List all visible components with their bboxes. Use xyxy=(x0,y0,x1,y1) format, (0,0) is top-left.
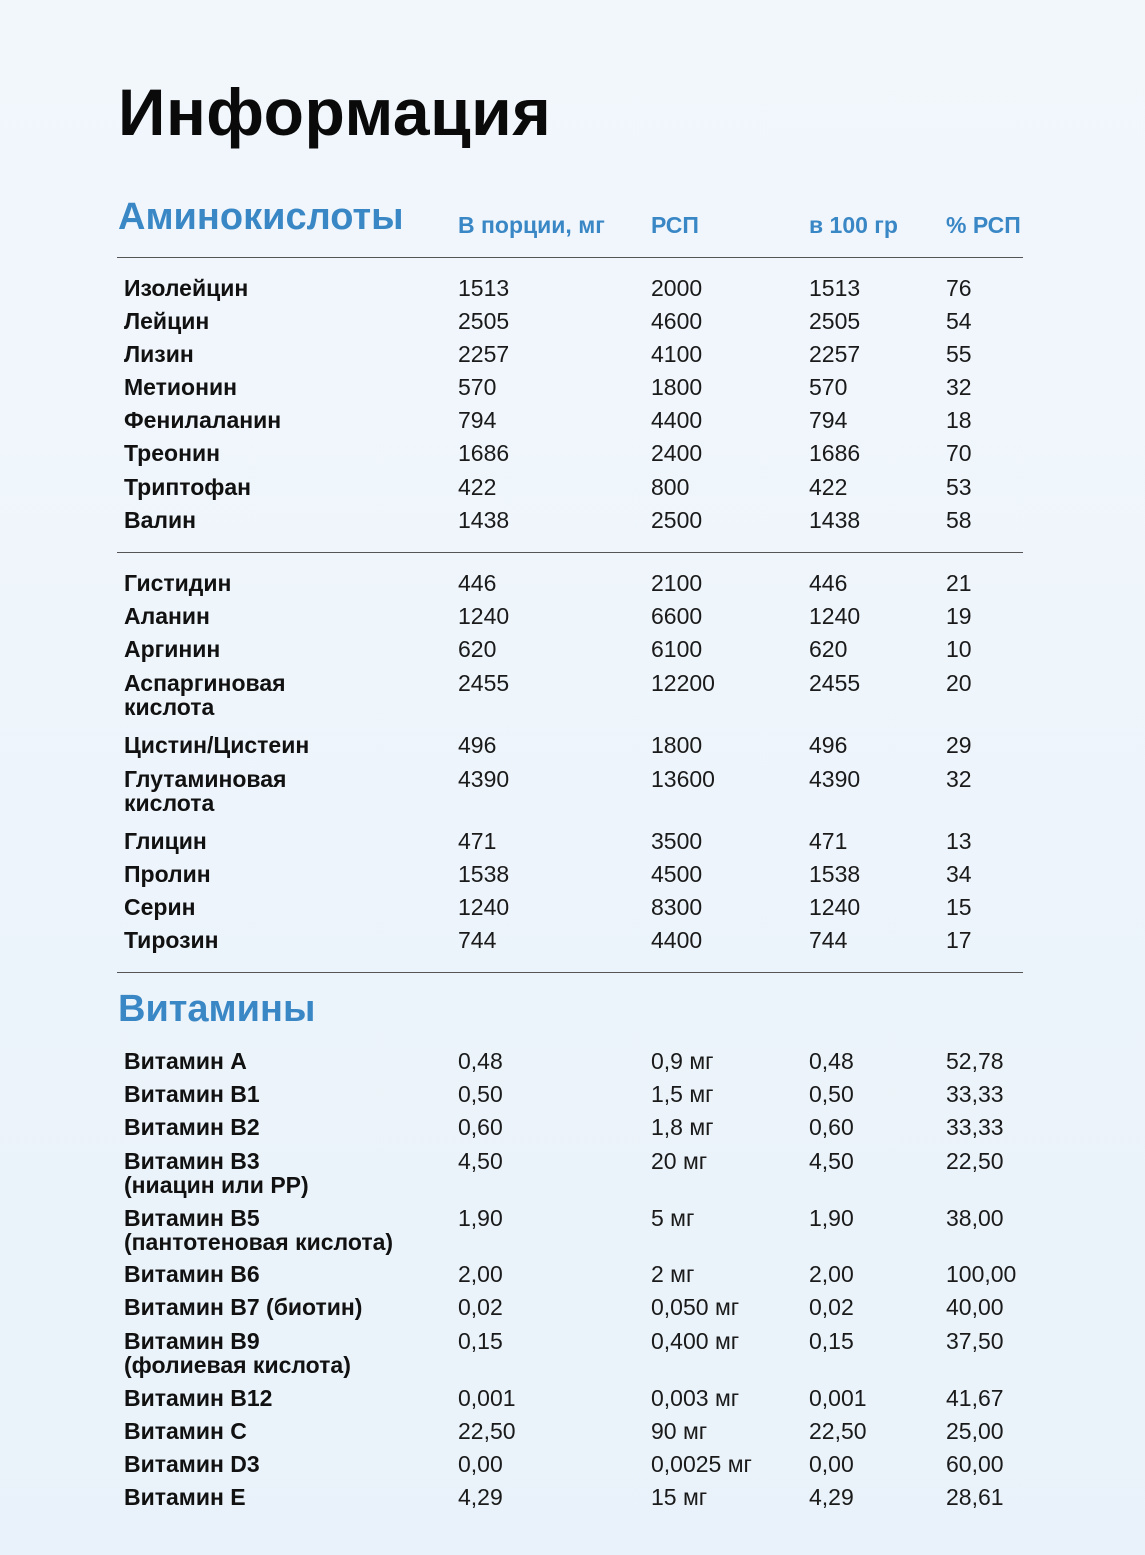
row-value: 1513 xyxy=(458,275,510,301)
row-value: 2505 xyxy=(458,308,510,334)
row-label-line: кислота xyxy=(124,694,215,720)
row-value: 13 xyxy=(946,828,972,854)
row-label xyxy=(124,342,194,366)
row-label xyxy=(124,604,210,628)
row-label xyxy=(124,829,207,853)
row-value: 0,001 xyxy=(809,1385,867,1411)
row-label-line: Изолейцин xyxy=(124,275,249,301)
row-value: 5 мг xyxy=(651,1205,695,1231)
row-label-line: Витамин D3 xyxy=(124,1451,260,1477)
row-label xyxy=(124,767,286,815)
row-value: 21 xyxy=(946,570,972,596)
row-label xyxy=(124,1295,362,1319)
row-value: 0,02 xyxy=(458,1294,503,1320)
row-value: 0,00 xyxy=(458,1451,503,1477)
row-label-line: Витамин В6 xyxy=(124,1261,260,1287)
row-value: 4600 xyxy=(651,308,703,334)
row-value: 0,50 xyxy=(458,1081,503,1107)
row-value: 37,50 xyxy=(946,1328,1004,1354)
row-label-line: Серин xyxy=(124,894,196,920)
row-value: 55 xyxy=(946,341,972,367)
row-value: 32 xyxy=(946,374,972,400)
divider xyxy=(117,552,1023,553)
row-value: 1,8 мг xyxy=(651,1114,714,1140)
col-header-percent-rsp: % РСП xyxy=(946,212,1021,238)
row-label-line: Глутаминовая xyxy=(124,766,287,792)
row-value: 60,00 xyxy=(946,1451,1004,1477)
row-value: 0,50 xyxy=(809,1081,854,1107)
row-value: 1240 xyxy=(809,894,861,920)
row-value: 22,50 xyxy=(458,1418,516,1444)
row-value: 40,00 xyxy=(946,1294,1004,1320)
row-value: 0,001 xyxy=(458,1385,516,1411)
row-label xyxy=(124,1049,247,1073)
row-label xyxy=(124,571,231,595)
row-value: 4400 xyxy=(651,927,703,953)
row-value: 58 xyxy=(946,507,972,533)
row-label-line: кислота xyxy=(124,790,215,816)
row-label xyxy=(124,1262,260,1286)
row-label xyxy=(124,895,195,919)
row-value: 1686 xyxy=(458,440,510,466)
row-value: 4,50 xyxy=(458,1148,503,1174)
row-value: 6600 xyxy=(651,603,703,629)
row-label xyxy=(124,637,220,661)
amino-heading: Аминокислоты xyxy=(118,196,404,238)
row-value: 2400 xyxy=(651,440,703,466)
row-label-line: (фолиевая кислота) xyxy=(124,1352,351,1378)
row-label xyxy=(124,1082,260,1106)
row-value: 4,50 xyxy=(809,1148,854,1174)
row-label-line: (ниацин или РР) xyxy=(124,1172,309,1198)
row-label-line: Цистин/Цистеин xyxy=(124,732,310,758)
row-label xyxy=(124,1115,260,1139)
col-header-per100: в 100 гр xyxy=(809,212,898,238)
row-value: 1800 xyxy=(651,732,703,758)
row-value: 496 xyxy=(809,732,848,758)
row-value: 1,5 мг xyxy=(651,1081,714,1107)
row-value: 570 xyxy=(458,374,497,400)
row-label-line: Витамин А xyxy=(124,1048,247,1074)
row-value: 0,60 xyxy=(458,1114,503,1140)
row-value: 17 xyxy=(946,927,972,953)
row-value: 1240 xyxy=(809,603,861,629)
row-value: 33,33 xyxy=(946,1081,1004,1107)
row-value: 41,67 xyxy=(946,1385,1004,1411)
row-value: 620 xyxy=(458,636,497,662)
row-value: 25,00 xyxy=(946,1418,1004,1444)
row-label-line: Фенилаланин xyxy=(124,407,282,433)
row-value: 2505 xyxy=(809,308,861,334)
row-value: 4400 xyxy=(651,407,703,433)
divider xyxy=(117,972,1023,973)
row-value: 620 xyxy=(809,636,848,662)
row-value: 2,00 xyxy=(809,1261,854,1287)
row-label xyxy=(124,309,209,333)
row-label xyxy=(124,1485,246,1509)
row-value: 4390 xyxy=(809,766,861,792)
row-value: 744 xyxy=(458,927,497,953)
row-value: 800 xyxy=(651,474,690,500)
row-value: 18 xyxy=(946,407,972,433)
row-label-line: Витамин В1 xyxy=(124,1081,260,1107)
row-value: 0,15 xyxy=(809,1328,854,1354)
row-value: 2500 xyxy=(651,507,703,533)
row-value: 38,00 xyxy=(946,1205,1004,1231)
row-label-line: Метионин xyxy=(124,374,238,400)
row-value: 2 мг xyxy=(651,1261,695,1287)
row-value: 34 xyxy=(946,861,972,887)
row-value: 22,50 xyxy=(809,1418,867,1444)
row-value: 4390 xyxy=(458,766,510,792)
row-value: 52,78 xyxy=(946,1048,1004,1074)
row-label xyxy=(124,1452,260,1476)
row-value: 471 xyxy=(458,828,497,854)
vitamins-heading: Витамины xyxy=(118,988,316,1030)
row-label xyxy=(124,375,237,399)
row-value: 2455 xyxy=(458,670,510,696)
row-value: 446 xyxy=(809,570,848,596)
row-value: 19 xyxy=(946,603,972,629)
row-value: 794 xyxy=(458,407,497,433)
row-value: 12200 xyxy=(651,670,715,696)
row-label-line: Триптофан xyxy=(124,474,252,500)
col-header-rsp: РСП xyxy=(651,212,699,238)
row-value: 6100 xyxy=(651,636,703,662)
row-label xyxy=(124,1149,309,1197)
row-value: 3500 xyxy=(651,828,703,854)
row-value: 2455 xyxy=(809,670,861,696)
row-value: 422 xyxy=(809,474,848,500)
row-label-line: Витамин В7 (биотин) xyxy=(124,1294,363,1320)
row-value: 0,050 мг xyxy=(651,1294,740,1320)
row-label xyxy=(124,508,196,532)
row-value: 471 xyxy=(809,828,848,854)
row-value: 422 xyxy=(458,474,497,500)
row-label xyxy=(124,1386,272,1410)
row-value: 8300 xyxy=(651,894,703,920)
row-label-line: Аргинин xyxy=(124,636,221,662)
row-label-line: (пантотеновая кислота) xyxy=(124,1229,394,1255)
row-value: 0,48 xyxy=(809,1048,854,1074)
row-value: 29 xyxy=(946,732,972,758)
row-label xyxy=(124,1329,351,1377)
row-label-line: Витамин В2 xyxy=(124,1114,260,1140)
row-value: 0,00 xyxy=(809,1451,854,1477)
row-label-line: Гистидин xyxy=(124,570,232,596)
row-value: 76 xyxy=(946,275,972,301)
row-value: 1438 xyxy=(458,507,510,533)
row-label-line: Глицин xyxy=(124,828,207,854)
row-value: 20 мг xyxy=(651,1148,708,1174)
row-value: 1800 xyxy=(651,374,703,400)
row-value: 0,15 xyxy=(458,1328,503,1354)
row-value: 0,003 мг xyxy=(651,1385,740,1411)
row-value: 1538 xyxy=(458,861,510,887)
row-value: 2100 xyxy=(651,570,703,596)
row-value: 1686 xyxy=(809,440,861,466)
row-value: 1240 xyxy=(458,894,510,920)
row-label-line: Треонин xyxy=(124,440,220,466)
row-value: 0,60 xyxy=(809,1114,854,1140)
row-value: 1438 xyxy=(809,507,861,533)
row-label-line: Аспаргиновая xyxy=(124,670,286,696)
row-value: 1538 xyxy=(809,861,861,887)
row-label-line: Тирозин xyxy=(124,927,219,953)
row-label-line: Лизин xyxy=(124,341,194,367)
row-value: 2257 xyxy=(458,341,510,367)
row-value: 2000 xyxy=(651,275,703,301)
row-label xyxy=(124,441,220,465)
page-title: Информация xyxy=(118,75,552,149)
row-value: 794 xyxy=(809,407,848,433)
row-value: 13600 xyxy=(651,766,715,792)
row-value: 2,00 xyxy=(458,1261,503,1287)
row-label-line: Лейцин xyxy=(124,308,210,334)
row-value: 0,0025 мг xyxy=(651,1451,752,1477)
row-value: 4,29 xyxy=(809,1484,854,1510)
row-value: 0,9 мг xyxy=(651,1048,714,1074)
row-value: 0,400 мг xyxy=(651,1328,740,1354)
row-value: 20 xyxy=(946,670,972,696)
row-label-line: Витамин Е xyxy=(124,1484,246,1510)
row-label-line: Витамин С xyxy=(124,1418,247,1444)
row-label-line: Пролин xyxy=(124,861,211,887)
row-value: 446 xyxy=(458,570,497,596)
row-value: 53 xyxy=(946,474,972,500)
row-value: 54 xyxy=(946,308,972,334)
row-value: 2257 xyxy=(809,341,861,367)
row-value: 100,00 xyxy=(946,1261,1017,1287)
row-value: 570 xyxy=(809,374,848,400)
row-label xyxy=(124,408,281,432)
row-label-line: Витамин В12 xyxy=(124,1385,273,1411)
row-value: 70 xyxy=(946,440,972,466)
row-value: 28,61 xyxy=(946,1484,1004,1510)
row-label-line: Витамин В5 xyxy=(124,1205,260,1231)
row-value: 4,29 xyxy=(458,1484,503,1510)
row-value: 15 xyxy=(946,894,972,920)
row-value: 22,50 xyxy=(946,1148,1004,1174)
row-value: 496 xyxy=(458,732,497,758)
row-value: 33,33 xyxy=(946,1114,1004,1140)
row-value: 10 xyxy=(946,636,972,662)
row-label xyxy=(124,1419,247,1443)
row-label xyxy=(124,276,248,300)
row-label-line: Валин xyxy=(124,507,197,533)
row-value: 1,90 xyxy=(809,1205,854,1231)
row-value: 0,48 xyxy=(458,1048,503,1074)
row-value: 0,02 xyxy=(809,1294,854,1320)
row-label xyxy=(124,1206,393,1254)
row-value: 90 мг xyxy=(651,1418,708,1444)
row-value: 32 xyxy=(946,766,972,792)
row-label-line: Витамин В9 xyxy=(124,1328,260,1354)
row-value: 1240 xyxy=(458,603,510,629)
row-value: 744 xyxy=(809,927,848,953)
row-label xyxy=(124,928,219,952)
row-label-line: Витамин В3 xyxy=(124,1148,260,1174)
row-label xyxy=(124,862,211,886)
row-value: 1513 xyxy=(809,275,861,301)
row-value: 1,90 xyxy=(458,1205,503,1231)
row-value: 4500 xyxy=(651,861,703,887)
col-header-portion: В порции, мг xyxy=(458,212,605,238)
row-label xyxy=(124,475,251,499)
divider xyxy=(117,257,1023,258)
row-label xyxy=(124,671,286,719)
row-value: 15 мг xyxy=(651,1484,708,1510)
row-value: 4100 xyxy=(651,341,703,367)
row-label-line: Аланин xyxy=(124,603,210,629)
row-label xyxy=(124,733,309,757)
